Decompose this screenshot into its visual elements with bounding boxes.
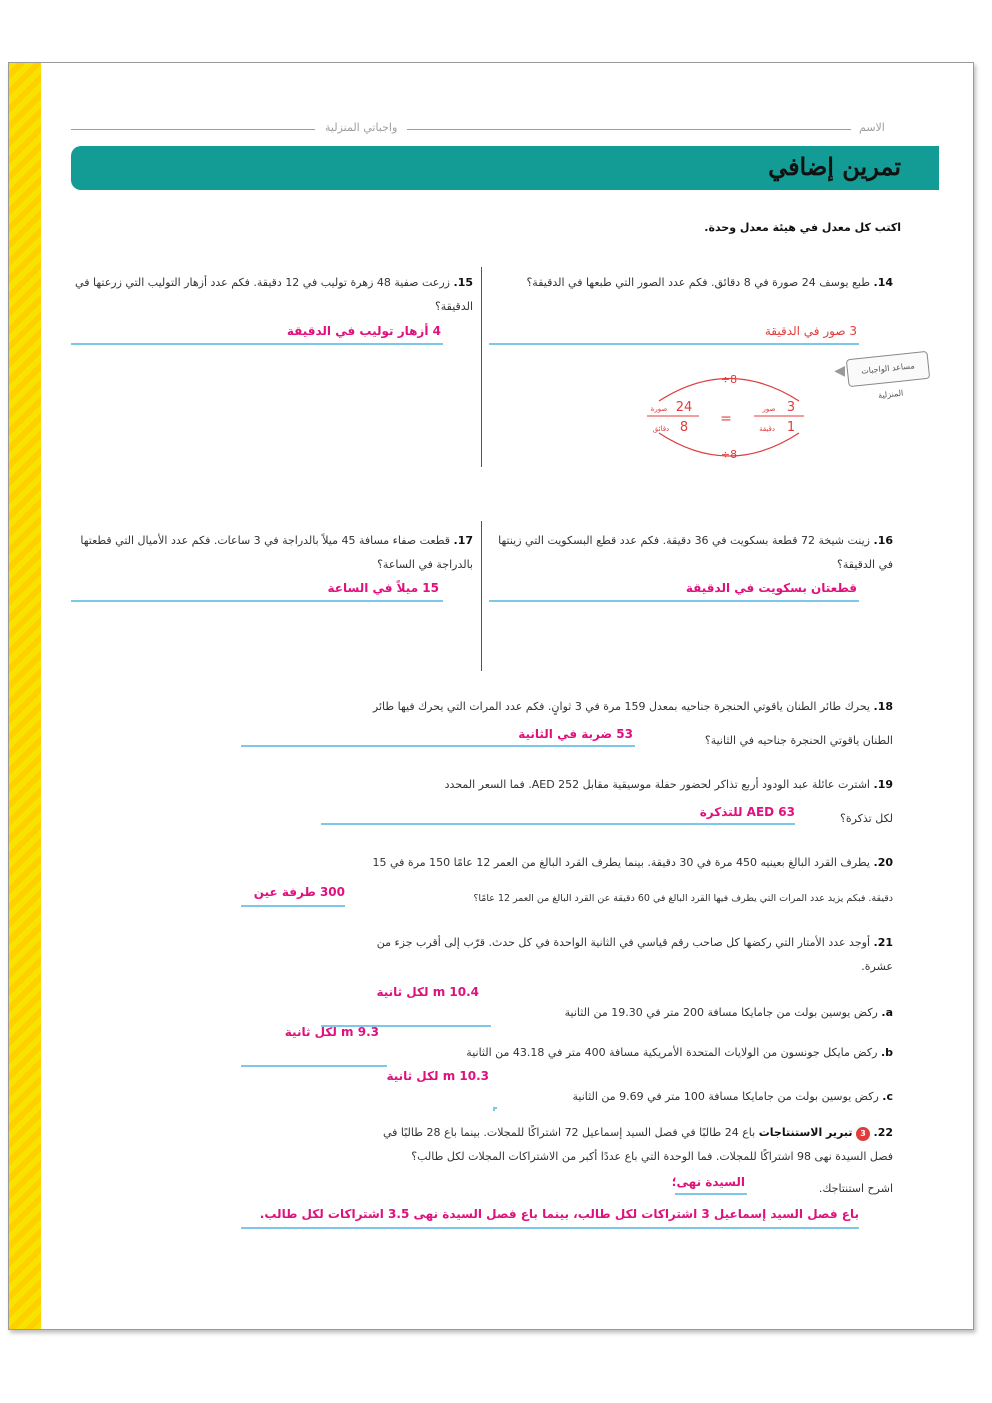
answer-21c: 10.3 m لكل ثانية (386, 1069, 489, 1083)
hots-badge: 3 (856, 1127, 870, 1141)
question-17 (73, 529, 473, 577)
answer-line-18 (241, 745, 635, 747)
header-rule-left (71, 129, 315, 130)
answer-19: AED 63 للتذكرة (699, 805, 795, 819)
part-text: ركض مايكل جونسون من الولايات المتحدة الأمريكية مسافة 400 متر في 43.18 من الثانية (466, 1046, 878, 1059)
left-numerator: 24 (675, 400, 693, 415)
answer-18: 53 ضربة في الثانية (518, 727, 633, 741)
question-19 (309, 773, 893, 797)
answer-line-14 (489, 343, 859, 345)
question-21b (389, 1041, 893, 1065)
question-22 (249, 1121, 893, 1145)
answer-14: 3 صور في الدقيقة (764, 324, 857, 338)
answer-22-long: باع فصل السيد إسماعيل 3 اشتراكات لكل طالب، بينما باع فصل السيدة نهى 3.5 اشتراكات لكل طالب. (259, 1207, 859, 1221)
question-19-continued: لكل تذكرة؟ (840, 812, 893, 825)
question-number: 22. (873, 1126, 893, 1139)
divide-top-label: ÷8 (720, 373, 738, 386)
question-number: 19. (873, 778, 893, 791)
question-22-explain: اشرح استنتاجك. (818, 1182, 893, 1195)
part-text: ركض يوسين بولت من جامايكا مسافة 100 متر في 9.69 من الثانية (572, 1090, 879, 1103)
header-homework-label: واجباتي المنزلية (325, 121, 398, 134)
question-number: 14. (873, 276, 893, 289)
divide-bottom-label: ÷8 (720, 448, 738, 461)
answer-line-21c-start (493, 1109, 495, 1111)
question-21 (249, 931, 893, 955)
answer-16: قطعتان بسكويت في الدقيقة (685, 581, 857, 595)
equals-sign: = (720, 411, 732, 427)
header-name-label: الاسم (859, 121, 885, 134)
instructions: اكتب كل معدل في هيئة معدل وحدة. (704, 221, 901, 234)
question-text: باع 24 طالبًا في فصل السيد إسماعيل 72 اشتراكًا للمجلات. بينما باع 28 طالبًا في (382, 1126, 756, 1139)
answer-line-17 (71, 600, 443, 602)
question-number: 20. (873, 856, 893, 869)
answer-line-15 (71, 343, 443, 345)
page-title: تمرين إضافي (768, 152, 901, 181)
yellow-side-stripe (9, 63, 41, 1329)
left-denominator: 8 (679, 420, 689, 435)
column-divider-bottom (481, 521, 482, 671)
question-21a (497, 1001, 893, 1025)
answer-line-20 (241, 905, 345, 907)
question-number: 21. (873, 936, 893, 949)
question-20-continued: دقيقة. فبكم يزيد عدد المرات التي يطرف فيها القرد البالغ في 60 دقيقة عن القرد البالغ من العمر 12 عامًا؟ (473, 893, 893, 904)
answer-line-21c (493, 1107, 497, 1109)
answer-line-22b (241, 1227, 859, 1229)
question-text: زينت شيخة 72 قطعة بسكويت في 36 دقيقة. فكم عدد قطع البسكويت التي زينتها في الدقيقة؟ (498, 534, 893, 571)
section-banner (71, 146, 939, 190)
part-text: ركض يوسين بولت من جامايكا مسافة 200 متر في 19.30 من الثانية (564, 1006, 878, 1019)
question-18 (249, 695, 893, 719)
question-21c (495, 1085, 893, 1109)
header-rule-right (407, 129, 851, 130)
question-number: 15. (453, 276, 473, 289)
copyright-side-text (957, 1053, 967, 1313)
question-number: 18. (873, 700, 893, 713)
question-number: 16. (873, 534, 893, 547)
question-15 (73, 271, 473, 319)
arrow-left-icon: ◀ (834, 363, 845, 379)
answer-21b: 9.3 m لكل ثانية (284, 1025, 379, 1039)
question-text: طبع يوسف 24 صورة في 8 دقائق. فكم عدد الصور التي طبعها في الدقيقة؟ (526, 276, 870, 289)
answer-15: 4 أزهار توليب في الدقيقة (286, 324, 441, 338)
question-text: يطرف القرد البالغ بعينيه 450 مرة في 30 دقيقة. بينما يطرف القرد البالغ من العمر 12 عامًا 150 مرة في 15 (372, 856, 870, 869)
question-14 (493, 271, 893, 295)
answer-17: 15 ميلاً في الساعة (327, 581, 439, 595)
ratio-diagram (629, 361, 829, 471)
question-text: قطعت صفاء مسافة 45 ميلاً بالدراجة في 3 ساعات. فكم عدد الأميال التي قطعتها بالدراجة في الساعة؟ (80, 534, 473, 571)
right-numerator-unit: صور (762, 405, 776, 413)
question-20 (249, 851, 893, 875)
right-denominator-unit: دقيقة (759, 425, 775, 433)
question-label: تبرير الاستنتاجات (758, 1126, 853, 1139)
question-21-continued: عشرة. (861, 960, 893, 973)
worksheet-page (8, 62, 974, 1330)
answer-21a: 10.4 m لكل ثانية (376, 985, 479, 999)
question-number: 17. (453, 534, 473, 547)
part-label: b. (880, 1046, 893, 1059)
question-18-continued: الطنان ياقوتي الحنجرة جناحيه في الثانية؟ (704, 734, 893, 747)
question-16 (493, 529, 893, 577)
part-label: c. (882, 1090, 893, 1103)
column-divider-top (481, 267, 482, 467)
left-numerator-unit: صورة (650, 405, 668, 413)
question-text: يحرك طائر الطنان ياقوتي الحنجرة جناحيه بمعدل 159 مرة في 3 ثوانٍ. فكم عدد المرات التي يحرك فيها طائر (372, 700, 870, 713)
left-denominator-unit: دقائق (652, 425, 670, 433)
answer-22-short: السيدة نهى؛ (671, 1175, 745, 1189)
homework-helper-tag: مساعد الواجبات المنزلية (846, 351, 930, 387)
question-text: اشترت عائلة عبد الودود أربع تذاكر لحضور حفلة موسيقية مقابل AED 252. فما السعر المحدد (444, 778, 870, 791)
question-text: أوجد عدد الأمتار التي ركضها كل صاحب رقم قياسي في الثانية الواحدة في كل حدث. قرّب إلى أقرب جزء من (376, 936, 870, 949)
answer-line-19 (321, 823, 795, 825)
right-numerator: 3 (786, 400, 796, 415)
answer-line-16 (489, 600, 859, 602)
answer-line-22a (675, 1193, 747, 1195)
answer-20: 300 طرفة عين (253, 885, 345, 899)
part-label: a. (881, 1006, 893, 1019)
question-22-continued: فصل السيدة نهى 98 اشتراكًا للمجلات. فما الوحدة التي باع عددًا أكبر من الاشتراكات المجلات لكل طالب؟ (411, 1150, 893, 1163)
right-denominator: 1 (786, 420, 796, 435)
answer-line-21b (241, 1065, 387, 1067)
question-text: زرعت صفية 48 زهرة توليب في 12 دقيقة. فكم عدد أزهار التوليب التي زرعتها في الدقيقة؟ (75, 276, 473, 313)
